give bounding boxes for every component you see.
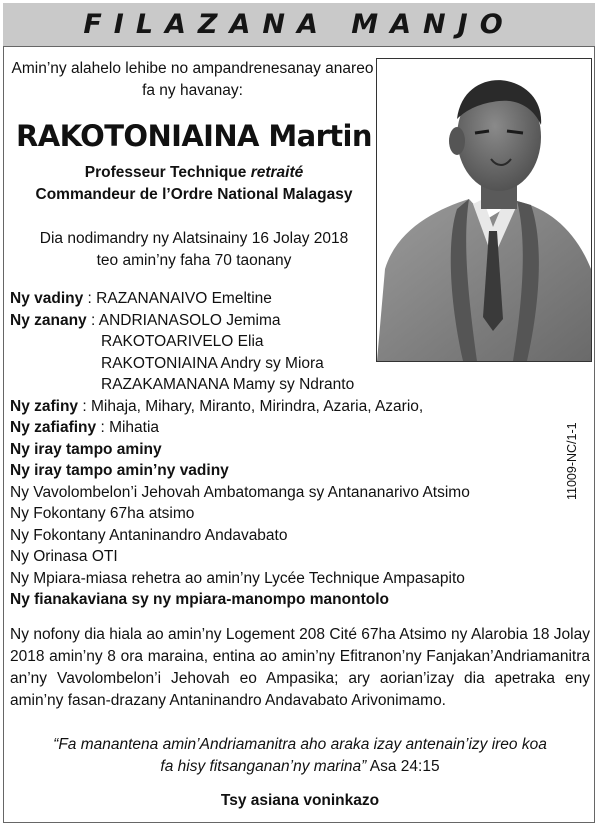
deceased-name: RAKOTONIAINA Martin bbox=[16, 119, 372, 153]
family-line: Ny Fokontany Antaninandro Andavabato bbox=[10, 526, 288, 544]
spouse-siblings-line: Ny iray tampo amin’ny vadiny bbox=[10, 462, 229, 479]
family-grandchildren-row bbox=[10, 396, 570, 418]
title-line-2: Commandeur de l’Ordre National Malagasy bbox=[35, 186, 353, 203]
reference-code: 11009-NC/1-1 bbox=[565, 422, 579, 500]
spouse-label: Ny vadiny bbox=[10, 290, 84, 307]
verse-line-2 bbox=[20, 756, 580, 778]
family-list bbox=[10, 288, 570, 611]
intro-line-2: fa ny havanay: bbox=[142, 82, 243, 99]
child-item: RAZAKAMANANA Mamy sy Ndranto bbox=[101, 376, 355, 393]
intro-text bbox=[10, 58, 375, 102]
family-line: Ny Fokontany 67ha atsimo bbox=[10, 505, 195, 522]
title-retired: retraité bbox=[250, 164, 304, 181]
banner-title: FILAZANA MANJO bbox=[3, 3, 595, 47]
bible-verse bbox=[20, 734, 580, 778]
deceased-titles bbox=[8, 162, 380, 206]
great-grandchildren-value: : Mihatia bbox=[100, 419, 160, 436]
great-grandchildren-label: Ny zafiafiny bbox=[10, 419, 97, 436]
spouse-value: : RAZANANAIVO Emeltine bbox=[87, 290, 272, 307]
children-first: : ANDRIANASOLO Jemima bbox=[90, 311, 281, 329]
child-item: RAKOTONIAINA Andry sy Miora bbox=[101, 354, 324, 372]
child-item: RAKOTOARIVELO Elia bbox=[101, 333, 264, 350]
grandchildren-label: Ny zafiny bbox=[10, 397, 79, 415]
title-profession: Professeur Technique bbox=[84, 164, 247, 181]
siblings-line: Ny iray tampo aminy bbox=[10, 440, 162, 458]
intro-line-1: Amin’ny alahelo lehibe no ampandrenesanay anareo bbox=[11, 60, 374, 77]
community-line: Ny fianakaviana sy ny mpiara-manompo manontolo bbox=[10, 591, 389, 608]
family-spouse-row bbox=[10, 288, 570, 310]
family-great-grandchildren-row bbox=[10, 417, 570, 439]
family-line: Ny Vavolombelon’i Jehovah Ambatomanga sy Antananarivo Atsimo bbox=[10, 483, 470, 501]
closing-note: Tsy asiana voninkazo bbox=[220, 792, 380, 809]
children-label: Ny zanany bbox=[10, 311, 87, 329]
family-line: Ny Mpiara-miasa rehetra ao amin’ny Lycée Technique Ampasapito bbox=[10, 569, 465, 587]
family-line: Ny Orinasa OTI bbox=[10, 548, 118, 565]
verse-text-2: fa hisy fitsanganan’ny marina” bbox=[160, 758, 367, 775]
family-children-row bbox=[10, 310, 570, 332]
death-line-1: Dia nodimandry ny Alatsinainy 16 Jolay 2018 bbox=[39, 230, 349, 247]
grandchildren-value: : Mihaja, Mihary, Miranto, Mirindra, Azaria, Azario, bbox=[82, 397, 424, 415]
death-line-2: teo amin’ny faha 70 taonany bbox=[96, 252, 292, 269]
verse-reference: Asa 24:15 bbox=[369, 758, 440, 775]
title-line-1 bbox=[8, 162, 380, 184]
funeral-details: Ny nofony dia hiala ao amin’ny Logement 208 Cité 67ha Atsimo ny Alarobia 18 Jolay 2018 amin’ny 8 ora maraina, entina ao amin’ny Efitranon’ny Fanjakan’Andriamanitra an’ny Vavolombelon’i Jehovah eo Ampasika; ary aorian’izay dia apetraka eny amin’ny fasan-drazany Antaninandro Andavabato Arivonimamo. bbox=[10, 626, 590, 709]
verse-line-1: “Fa manantena amin’Andriamanitra aho araka izay antenain’izy ireo koa bbox=[53, 736, 547, 753]
death-date bbox=[8, 228, 380, 272]
